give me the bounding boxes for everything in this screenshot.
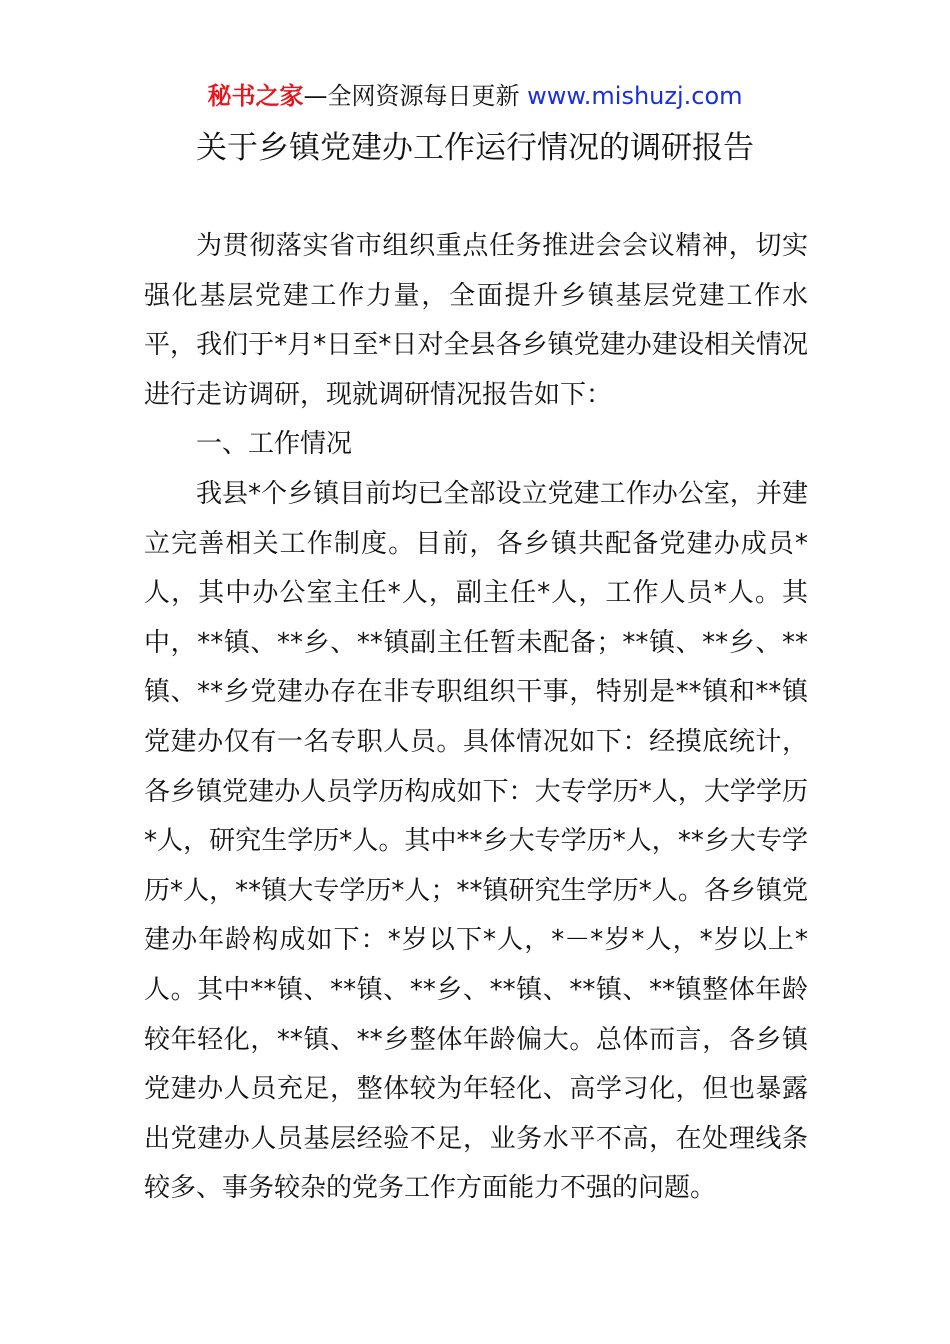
section-heading: 一、工作情况 xyxy=(196,429,353,460)
site-brand: 秘书之家 xyxy=(207,82,304,110)
document-body xyxy=(144,222,808,1214)
site-url-link[interactable]: www.mishuzj.com xyxy=(527,82,743,110)
work-status-paragraph: 我县*个乡镇目前均已全部设立党建工作办公室，并建立完善相关工作制度。目前，各乡镇共配备党建办成员*人，其中办公室主任*人，副主任*人，工作人员*人。其中，**镇、**乡、**镇副主任暂未配备；**镇、**乡、**镇、**乡党建办存在非专职组织干事，特别是**镇和**镇党建办仅有一名专职人员。具体情况如下：经摸底统计，各乡镇党建办人员学历构成如下：大专学历*人，大学学历*人，研究生学历*人。其中**乡大专学历*人，**乡大专学历*人，**镇大专学历*人；**镇研究生学历*人。各乡镇党建办年龄构成如下：*岁以下*人，*－*岁*人，*岁以上*人。其中**镇、**镇、**乡、**镇、**镇、**镇整体年龄较年轻化，**镇、**乡整体年龄偏大。总体而言，各乡镇党建办人员充足，整体较为年轻化、高学习化，但也暴露出党建办人员基层经验不足，业务水平不高，在处理线条较多、事务较杂的党务工作方面能力不强的问题。 xyxy=(144,478,808,1204)
site-slogan: —全网资源每日更新 xyxy=(303,82,520,110)
intro-paragraph: 为贯彻落实省市组织重点任务推进会会议精神，切实强化基层党建工作力量，全面提升乡镇基层党建工作水平，我们于*月*日至*日对全县各乡镇党建办建设相关情况进行走访调研，现就调研情况报告如下： xyxy=(144,231,808,410)
document-title: 关于乡镇党建办工作运行情况的调研报告 xyxy=(196,130,754,166)
site-header xyxy=(0,80,950,112)
